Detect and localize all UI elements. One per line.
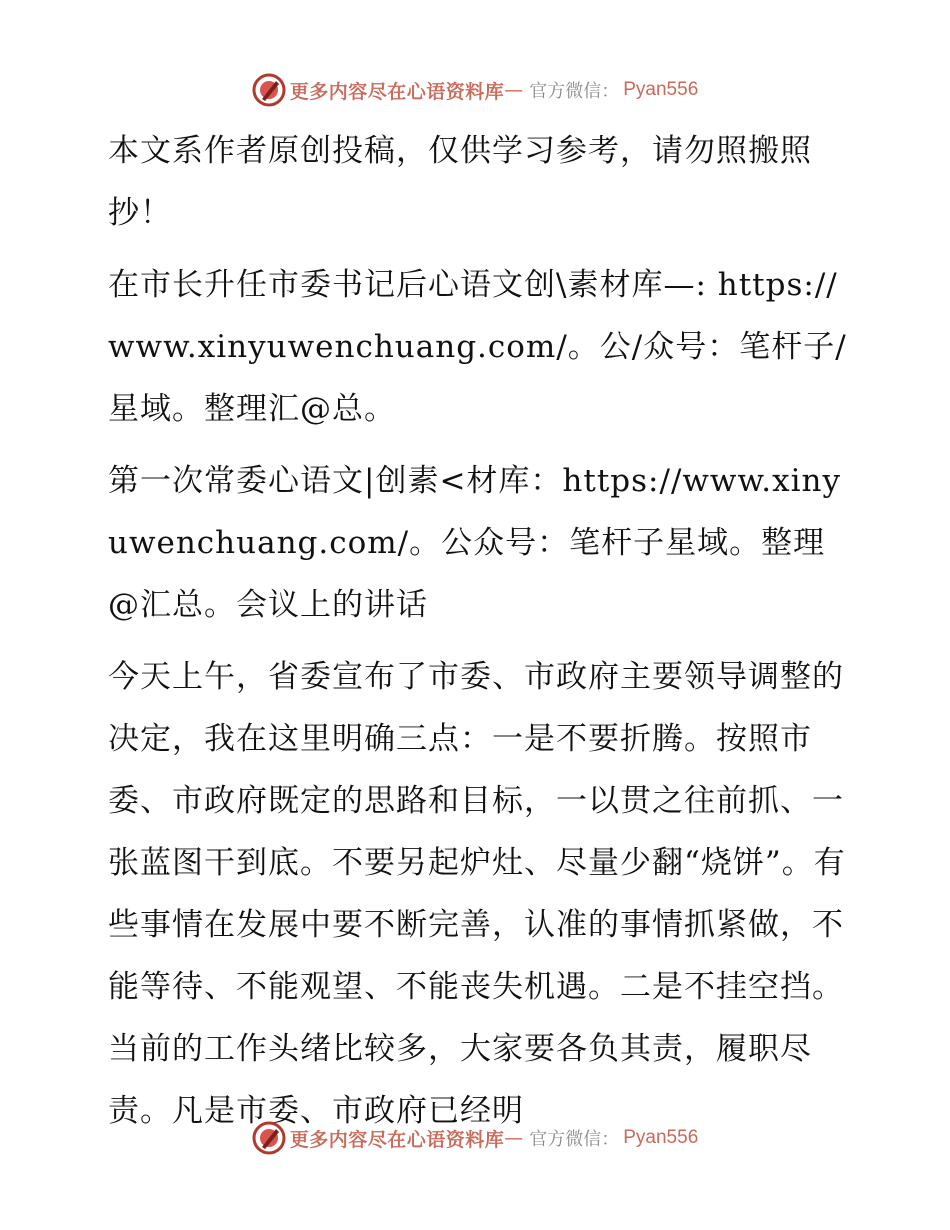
watermark-site-text: 更多内容尽在心语资料库 bbox=[289, 80, 505, 103]
watermark-separator: — bbox=[504, 1127, 524, 1149]
pen-logo-icon bbox=[252, 1121, 286, 1155]
watermark-label: 官方微信： bbox=[529, 1129, 620, 1150]
header-watermark bbox=[0, 70, 950, 110]
watermark-wechat-id: Pyan556 bbox=[623, 79, 699, 100]
paragraph-body: 今天上午，省委宣布了市委、市政府主要领导调整的决定，我在这里明确三点：一是不要折腾。按照市委、市政府既定的思路和目标，一以贯之往前抓、一张蓝图干到底。不要另起炉灶、尽量少翻“烧饼”。有些事情在发展中要不断完善，认准的事情抓紧做，不能等待、不能观望、不能丧失机遇。二是不挂空挡。当前的工作头绪比较多，大家要各负其责，履职尽责。凡是市委、市政府已经明 bbox=[108, 659, 846, 1129]
paragraph-title-line-1: 在市长升任市委书记后心语文创\素材库—: https://www.xinyuwenchuang.com/。公/众号：笔杆子/星域。整理汇@总。 bbox=[108, 267, 847, 427]
document-body bbox=[98, 120, 850, 1152]
watermark-separator: — bbox=[504, 79, 524, 101]
paragraph-disclaimer: 本文系作者原创投稿，仅供学习参考，请勿照搬照抄！ bbox=[108, 133, 812, 231]
footer-watermark bbox=[0, 1118, 950, 1158]
watermark-wechat-id: Pyan556 bbox=[623, 1127, 699, 1148]
watermark-site-text: 更多内容尽在心语资料库 bbox=[289, 1128, 505, 1151]
watermark-label: 官方微信： bbox=[529, 81, 620, 102]
pen-logo-icon bbox=[252, 73, 286, 107]
paragraph-title-line-2: 第一次常委心语文|创素<材库：https://www.xinyuwenchuang.com/。公众号：笔杆子星域。整理@汇总。会议上的讲话 bbox=[108, 463, 842, 623]
